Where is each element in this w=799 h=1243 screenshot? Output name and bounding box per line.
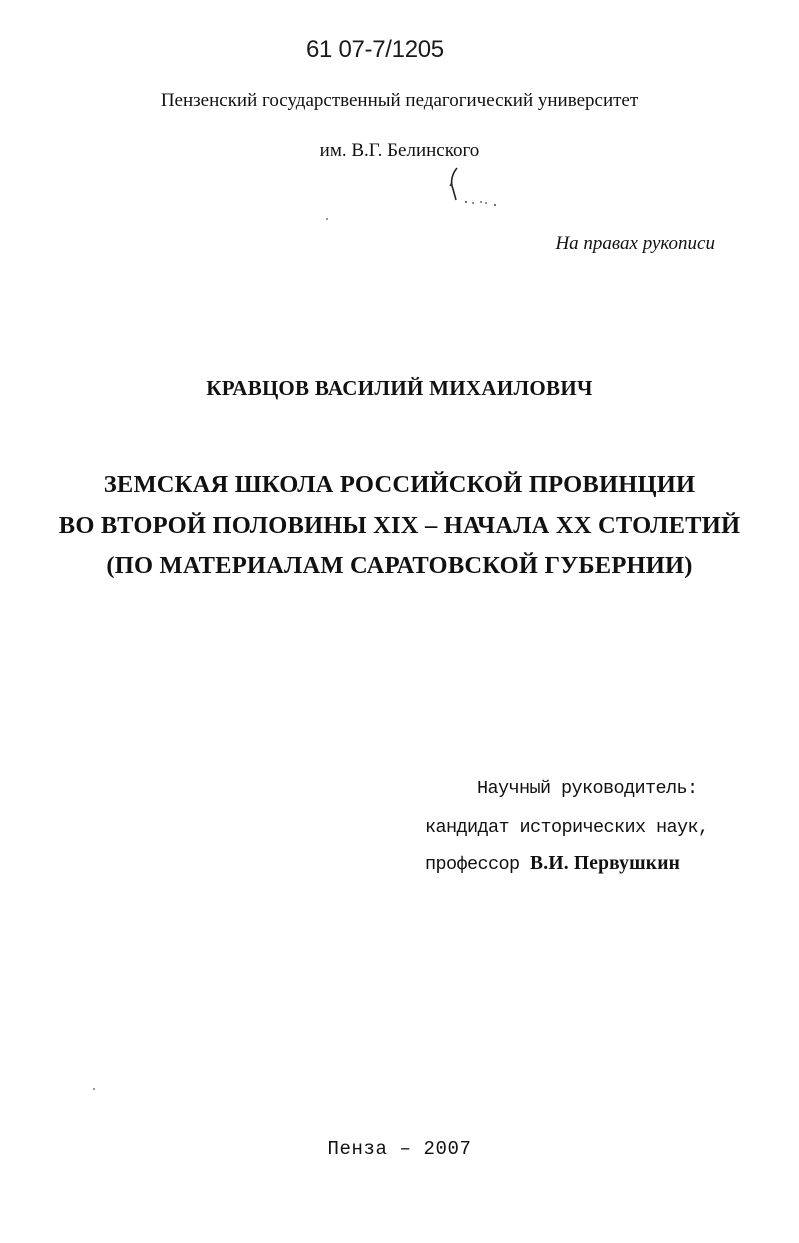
university-name: Пензенский государственный педагогический университет <box>160 90 639 111</box>
advisor-label: Научный руководитель: <box>477 778 698 799</box>
university-name-dedication: им. В.Г. Белинского <box>319 140 480 161</box>
thesis-title-line-2: ВО ВТОРОЙ ПОЛОВИНЫ XIX – НАЧАЛА XX СТОЛЕТИЙ <box>58 512 741 539</box>
scan-speck <box>326 218 328 220</box>
manuscript-rights-note: На правах рукописи <box>555 233 715 254</box>
thesis-title-line-3: (ПО МАТЕРИАЛАМ САРАТОВСКОЙ ГУБЕРНИИ) <box>106 552 693 579</box>
advisor-name: В.И. Первушкин <box>530 853 681 874</box>
city-year: Пенза – 2007 <box>327 1138 472 1160</box>
scan-speck <box>93 1088 95 1090</box>
advisor-rank-and-name <box>425 853 725 875</box>
advisor-rank: профессор <box>425 854 520 875</box>
advisor-degree: кандидат исторических наук, <box>425 817 709 838</box>
handwritten-mark <box>440 162 510 212</box>
author-name: КРАВЦОВ ВАСИЛИЙ МИХАИЛОВИЧ <box>206 376 593 400</box>
catalog-number: 61 07-7/1205 <box>306 36 444 63</box>
thesis-title-line-1: ЗЕМСКАЯ ШКОЛА РОССИЙСКОЙ ПРОВИНЦИИ <box>103 471 696 498</box>
